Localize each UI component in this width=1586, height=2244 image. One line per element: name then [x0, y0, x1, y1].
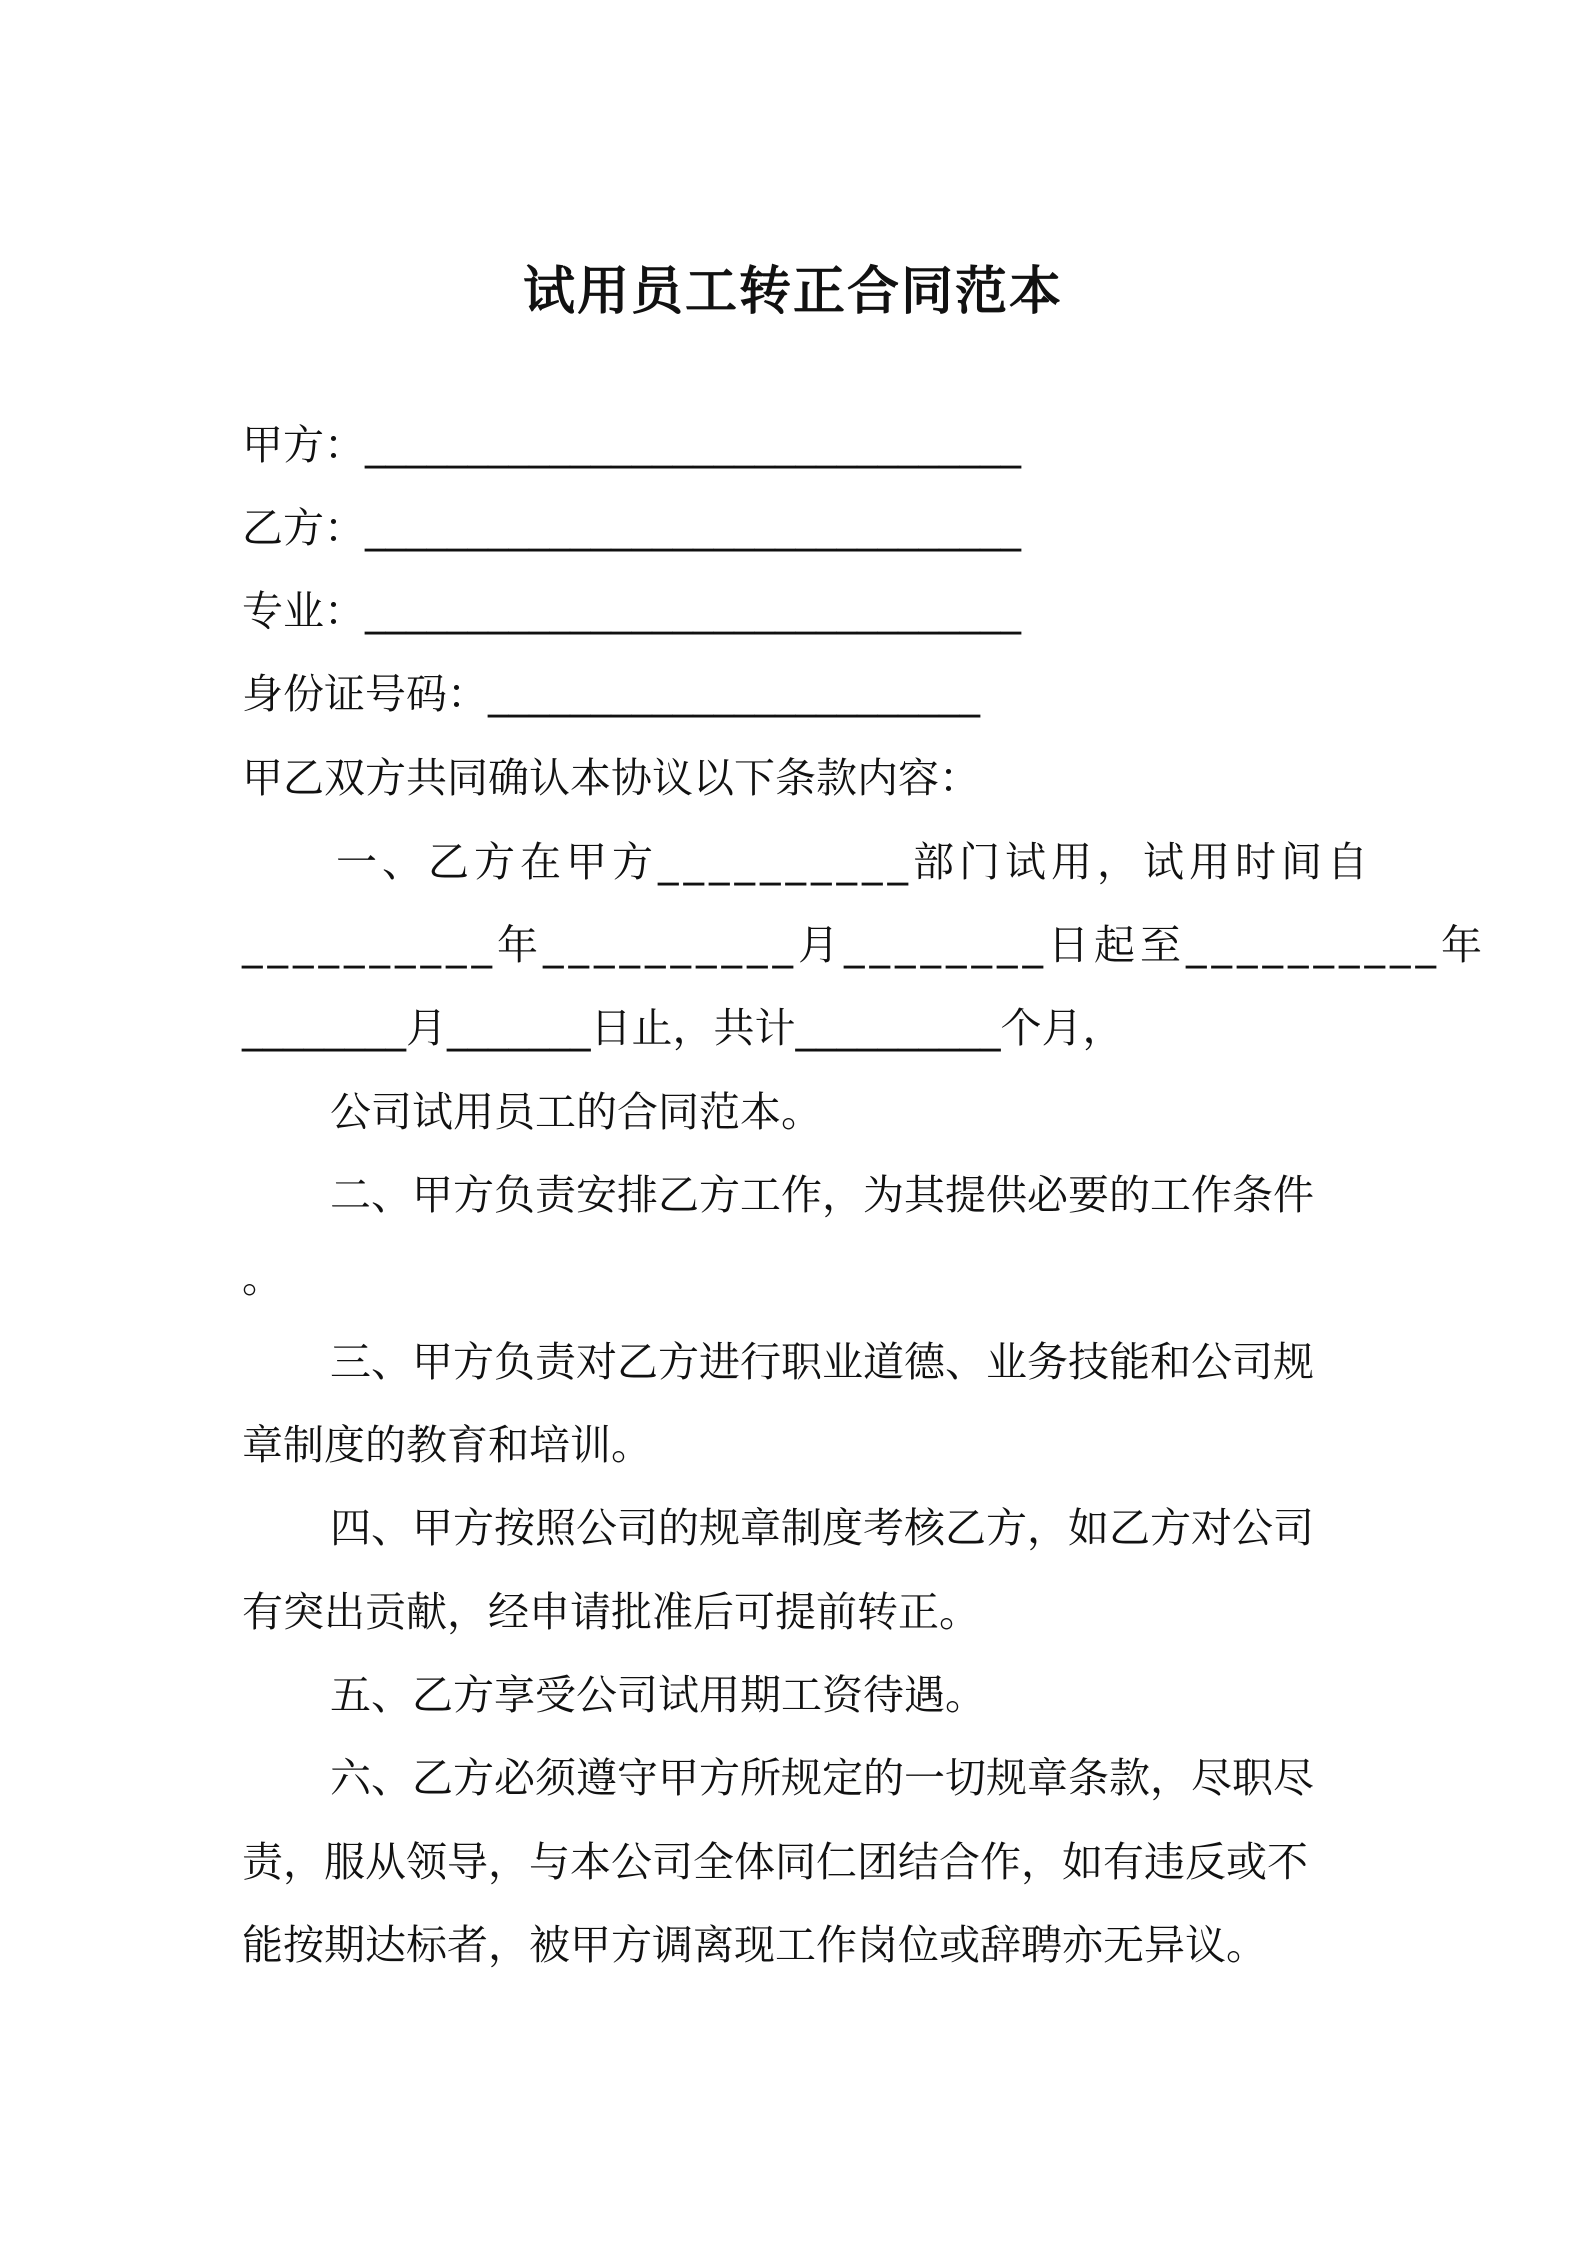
field-id-number-label: 身份证号码：: [242, 670, 488, 718]
clause-4-line-2: 有突出贡献，经申请批准后可提前转正。: [242, 1588, 980, 1636]
field-major-blank: ________________________________: [365, 587, 1021, 635]
field-id-number-blank: ________________________: [488, 670, 980, 718]
field-party-a-blank: ________________________________: [365, 421, 1021, 469]
clause-3-line-2: 章制度的教育和培训。: [242, 1421, 652, 1469]
clause-1-line-3: ________月_______日止，共计__________个月，: [242, 1004, 1124, 1052]
clause-3-line-1: 三、甲方负责对乙方进行职业道德、业务技能和公司规: [330, 1338, 1314, 1386]
field-party-b-label: 乙方：: [242, 504, 365, 552]
field-party-b: [242, 498, 1352, 558]
clause-6-line-2: 责，服从领导，与本公司全体同仁团结合作，如有违反或不: [242, 1838, 1308, 1886]
field-id-number: [242, 664, 1352, 724]
clause-1-line-1: 一、乙方在甲方__________部门试用，试用时间自: [336, 838, 1373, 886]
note-line: 公司试用员工的合同范本。: [330, 1088, 822, 1136]
field-major-label: 专业：: [242, 587, 365, 635]
field-party-b-blank: ________________________________: [365, 504, 1021, 552]
clause-2-line-2: 。: [242, 1254, 283, 1302]
document-title: 试用员工转正合同范本: [522, 262, 1063, 322]
clause-2-line-1: 二、甲方负责安排乙方工作，为其提供必要的工作条件: [330, 1171, 1314, 1219]
field-major: [242, 581, 1352, 641]
clause-5-line-1: 五、乙方享受公司试用期工资待遇。: [330, 1671, 986, 1719]
clause-1-line-2: __________年__________月________日起至__________年: [242, 921, 1487, 969]
field-party-a: [242, 415, 1352, 475]
clause-6-line-1: 六、乙方必须遵守甲方所规定的一切规章条款，尽职尽: [330, 1754, 1314, 1802]
clause-4-line-1: 四、甲方按照公司的规章制度考核乙方，如乙方对公司: [330, 1504, 1314, 1552]
intro-line: 甲乙双方共同确认本协议以下条款内容：: [242, 754, 980, 802]
field-party-a-label: 甲方：: [242, 421, 365, 469]
clause-6-line-3: 能按期达标者，被甲方调离现工作岗位或辞聘亦无异议。: [242, 1921, 1267, 1969]
